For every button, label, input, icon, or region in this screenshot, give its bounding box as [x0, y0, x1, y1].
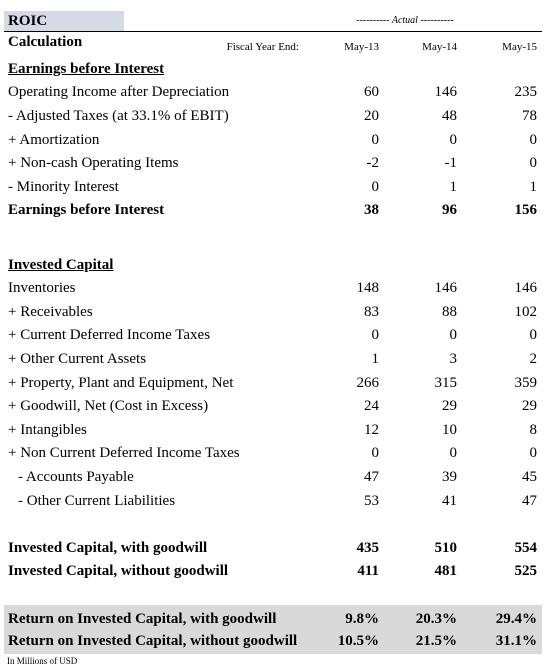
cell-may13: -2	[366, 155, 379, 171]
cell-may15: 2	[529, 351, 537, 367]
cell-may15: 1	[529, 179, 537, 195]
cell-may13: 9.8%	[345, 611, 379, 627]
cell-may13: 53	[364, 493, 379, 509]
row-label: Invested Capital, with goodwill	[8, 540, 208, 556]
row-label: Return on Invested Capital, with goodwill	[8, 611, 277, 627]
table-row	[0, 276, 546, 300]
cell-may14: 0	[449, 445, 457, 461]
table-row	[0, 418, 546, 442]
cell-may14: 3	[449, 351, 457, 367]
cell-may13: 266	[356, 375, 379, 391]
row-label: Operating Income after Depreciation	[8, 84, 230, 100]
table-row	[0, 394, 546, 418]
cell-may13: 47	[364, 469, 379, 485]
cell-may15: 8	[529, 422, 537, 438]
cell-may15: 146	[514, 280, 537, 296]
row-label: - Other Current Liabilities	[18, 493, 176, 509]
cell-may14: 96	[442, 202, 457, 218]
row-label: + Non Current Deferred Income Taxes	[8, 445, 240, 461]
row-label: Earnings before Interest	[8, 202, 165, 218]
period-group-label: ---------- Actual ----------	[356, 15, 454, 26]
table-row	[0, 465, 546, 489]
cell-may13: 20	[364, 108, 379, 124]
row-label: + Property, Plant and Equipment, Net	[8, 375, 234, 391]
table-row	[0, 80, 546, 104]
table-row	[0, 104, 546, 128]
cell-may14: 39	[442, 469, 457, 485]
row-label: + Receivables	[8, 304, 93, 320]
cell-may13: 60	[364, 84, 379, 100]
cell-may15: 554	[514, 540, 537, 556]
cell-may14: 20.3%	[415, 611, 457, 627]
cell-may15: 47	[522, 493, 537, 509]
cell-may15: 0	[529, 155, 537, 171]
cell-may15: 0	[529, 445, 537, 461]
cell-may13: 38	[364, 202, 379, 218]
row-label: - Adjusted Taxes (at 33.1% of EBIT)	[8, 108, 229, 124]
cell-may14: 146	[434, 84, 457, 100]
cell-may14: 88	[442, 304, 457, 320]
cell-may15: 235	[514, 84, 537, 100]
cell-may14: 21.5%	[415, 633, 457, 649]
roic-without-goodwill-row	[0, 629, 546, 653]
section-heading-label: Earnings before Interest	[8, 61, 165, 77]
total-row-ebi	[0, 198, 546, 222]
cell-may14: 41	[442, 493, 457, 509]
row-label: + Current Deferred Income Taxes	[8, 327, 211, 343]
cell-may14: 481	[434, 563, 457, 579]
table-row	[0, 175, 546, 199]
cell-may13: 0	[371, 179, 379, 195]
section-heading-label: Invested Capital	[8, 257, 114, 273]
cell-may13: 435	[356, 540, 379, 556]
cell-may14: 315	[434, 375, 457, 391]
column-header-3: May-15	[502, 41, 537, 53]
row-label: - Minority Interest	[8, 179, 119, 195]
cell-may15: 0	[529, 132, 537, 148]
cell-may13: 0	[371, 132, 379, 148]
section-heading-ebi	[0, 57, 546, 81]
table-row	[0, 300, 546, 324]
cell-may15: 525	[514, 563, 537, 579]
cell-may13: 1	[371, 351, 379, 367]
row-label: Invested Capital, without goodwill	[8, 563, 229, 579]
cell-may15: 102	[514, 304, 537, 320]
table-row	[0, 347, 546, 371]
cell-may15: 156	[514, 202, 537, 218]
cell-may14: 10	[442, 422, 457, 438]
footnote: In Millions of USD	[7, 656, 78, 666]
title-rule	[124, 31, 542, 32]
cell-may15: 29	[522, 398, 537, 414]
column-header-1: May-13	[344, 41, 379, 53]
cell-may15: 29.4%	[495, 611, 537, 627]
row-label: + Intangibles	[8, 422, 87, 438]
row-label: Return on Invested Capital, without goodwill	[8, 633, 298, 649]
row-label: + Amortization	[8, 132, 100, 148]
column-header-2: May-14	[422, 41, 457, 53]
table-row	[0, 371, 546, 395]
row-label: Inventories	[8, 280, 76, 296]
row-label: - Accounts Payable	[18, 469, 134, 485]
cell-may13: 0	[371, 327, 379, 343]
roic-with-goodwill-row	[0, 607, 546, 631]
cell-may15: 31.1%	[495, 633, 537, 649]
cell-may13: 0	[371, 445, 379, 461]
table-row	[0, 151, 546, 175]
cell-may13: 12	[364, 422, 379, 438]
row-label: + Goodwill, Net (Cost in Excess)	[8, 398, 209, 414]
cell-may14: -1	[444, 155, 457, 171]
cell-may15: 45	[522, 469, 537, 485]
total-row-ic-without-goodwill	[0, 559, 546, 583]
cell-may14: 146	[434, 280, 457, 296]
table-row	[0, 489, 546, 513]
cell-may14: 48	[442, 108, 457, 124]
cell-may13: 83	[364, 304, 379, 320]
page-title: ROIC Calculation	[4, 11, 124, 32]
cell-may15: 0	[529, 327, 537, 343]
fiscal-year-label: Fiscal Year End:	[226, 41, 299, 53]
section-heading-ic	[0, 253, 546, 277]
cell-may14: 0	[449, 132, 457, 148]
cell-may13: 10.5%	[337, 633, 379, 649]
cell-may14: 0	[449, 327, 457, 343]
table-row	[0, 128, 546, 152]
total-row-ic-with-goodwill	[0, 536, 546, 560]
cell-may13: 148	[356, 280, 379, 296]
cell-may15: 78	[522, 108, 537, 124]
table-row	[0, 441, 546, 465]
row-label: + Other Current Assets	[8, 351, 147, 367]
cell-may14: 29	[442, 398, 457, 414]
cell-may13: 411	[357, 563, 379, 579]
cell-may15: 359	[514, 375, 537, 391]
cell-may14: 1	[449, 179, 457, 195]
cell-may14: 510	[434, 540, 457, 556]
row-label: + Non-cash Operating Items	[8, 155, 179, 171]
table-row	[0, 323, 546, 347]
cell-may13: 24	[364, 398, 379, 414]
